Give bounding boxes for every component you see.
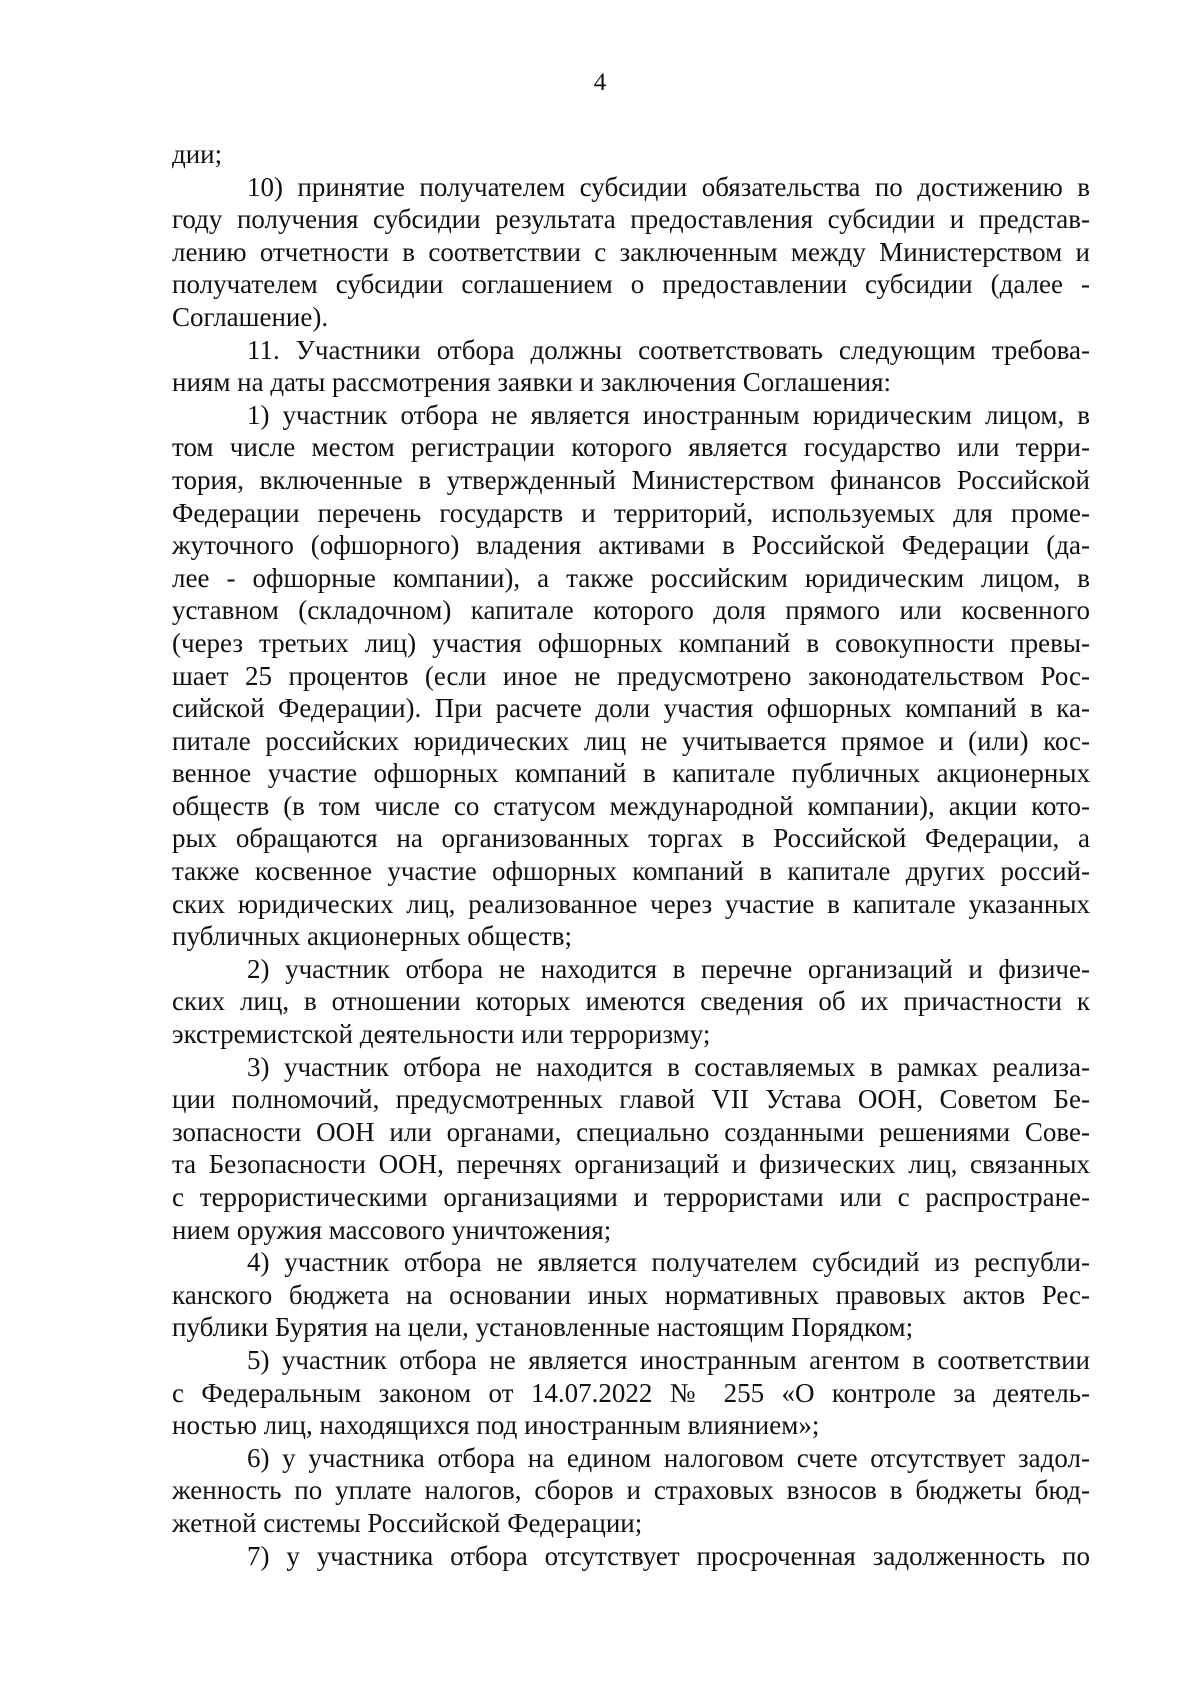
page-number: 4	[593, 69, 607, 96]
text-line: с террористическими организациями и террористами или с распростране-	[172, 1182, 1090, 1212]
text-line: 6) у участника отбора на едином налоговом счете отсутствует задол-	[247, 1442, 1090, 1473]
text-line: зопасности ООН или органами, специально созданными решениями Сове-	[172, 1116, 1090, 1147]
text-line: уставном (складочном) капитале которого доля прямого или косвенного	[172, 595, 1090, 626]
text-line: ских юридических лиц, реализованное через участие в капитале указанных	[172, 888, 1090, 919]
text-line: Федерации перечень государств и территорий, используемых для проме-	[172, 497, 1090, 528]
text-line: году получения субсидии результата предоставления субсидии и представ-	[172, 204, 1090, 235]
text-line: обществ (в том числе со статусом международной компании), акции кото-	[172, 790, 1090, 821]
text-line: жетной системы Российской Федерации;	[172, 1507, 643, 1538]
text-line: канского бюджета на основании иных нормативных правовых актов Рес-	[172, 1279, 1090, 1310]
text-line: нием оружия массового уничтожения;	[172, 1214, 612, 1245]
text-line: 3) участник отбора не находится в составляемых в рамках реализа-	[247, 1051, 1090, 1082]
text-line: ниям на даты рассмотрения заявки и заключения Соглашения:	[172, 367, 892, 398]
text-line: рых обращаются на организованных торгах в Российской Федерации, а	[172, 823, 1090, 854]
text-line: 5) участник отбора не является иностранным агентом в соответствии	[247, 1344, 1090, 1375]
text-line: лению отчетности в соответствии с заключенным между Министерством и	[172, 236, 1090, 267]
text-line: жуточного (офшорного) владения активами в Российской Федерации (да-	[172, 530, 1090, 561]
text-line: также косвенное участие офшорных компаний в капитале других россий-	[172, 856, 1090, 887]
document-body	[172, 138, 1090, 1572]
text-line: 7) у участника отбора отсутствует просроченная задолженность по	[247, 1540, 1090, 1571]
text-line: публики Бурятия на цели, установленные настоящим Порядком;	[172, 1312, 914, 1343]
text-line: экстремистской деятельности или терроризму;	[172, 1019, 711, 1050]
text-line: сийской Федерации). При расчете доли участия офшорных компаний в ка-	[172, 693, 1090, 724]
text-line: тория, включенные в утвержденный Министерством финансов Российской	[172, 464, 1090, 495]
text-line: получателем субсидии соглашением о предоставлении субсидии (далее -	[172, 269, 1090, 300]
text-line: 2) участник отбора не находится в перечне организаций и физиче-	[247, 953, 1090, 984]
text-line: та Безопасности ООН, перечнях организаций и физических лиц, связанных	[172, 1149, 1090, 1180]
text-line: шает 25 процентов (если иное не предусмотрено законодательством Рос-	[172, 660, 1090, 691]
text-line: женность по уплате налогов, сборов и страховых взносов в бюджеты бюд-	[172, 1475, 1090, 1506]
text-line: питале российских юридических лиц не учитывается прямое и (или) кос-	[172, 725, 1090, 756]
text-line: ностью лиц, находящихся под иностранным влиянием»;	[172, 1410, 820, 1441]
text-line: ских лиц, в отношении которых имеются сведения об их причастности к	[172, 986, 1090, 1017]
text-line: том числе местом регистрации которого является государство или терри-	[172, 432, 1090, 463]
text-line: 1) участник отбора не является иностранным юридическим лицом, в	[247, 399, 1090, 430]
text-line: венное участие офшорных компаний в капитале публичных акционерных	[172, 758, 1090, 789]
text-line: публичных акционерных обществ;	[172, 921, 572, 952]
text-line: 10) принятие получателем субсидии обязательства по достижению в	[247, 171, 1090, 202]
text-line: ции полномочий, предусмотренных главой VII Устава ООН, Советом Бе-	[172, 1084, 1090, 1115]
text-line: 11. Участники отбора должны соответствовать следующим требова-	[247, 334, 1090, 365]
text-line: Соглашение).	[172, 301, 329, 332]
text-line: (через третьих лиц) участия офшорных компаний в совокупности превы-	[172, 627, 1090, 658]
text-line: дии;	[172, 139, 223, 169]
text-line: с Федеральным законом от 14.07.2022 № 255 «О контроле за деятель-	[172, 1377, 1090, 1408]
text-line: лее - офшорные компании), а также российским юридическим лицом, в	[172, 562, 1090, 593]
text-line: 4) участник отбора не является получателем субсидий из республи-	[247, 1247, 1090, 1278]
